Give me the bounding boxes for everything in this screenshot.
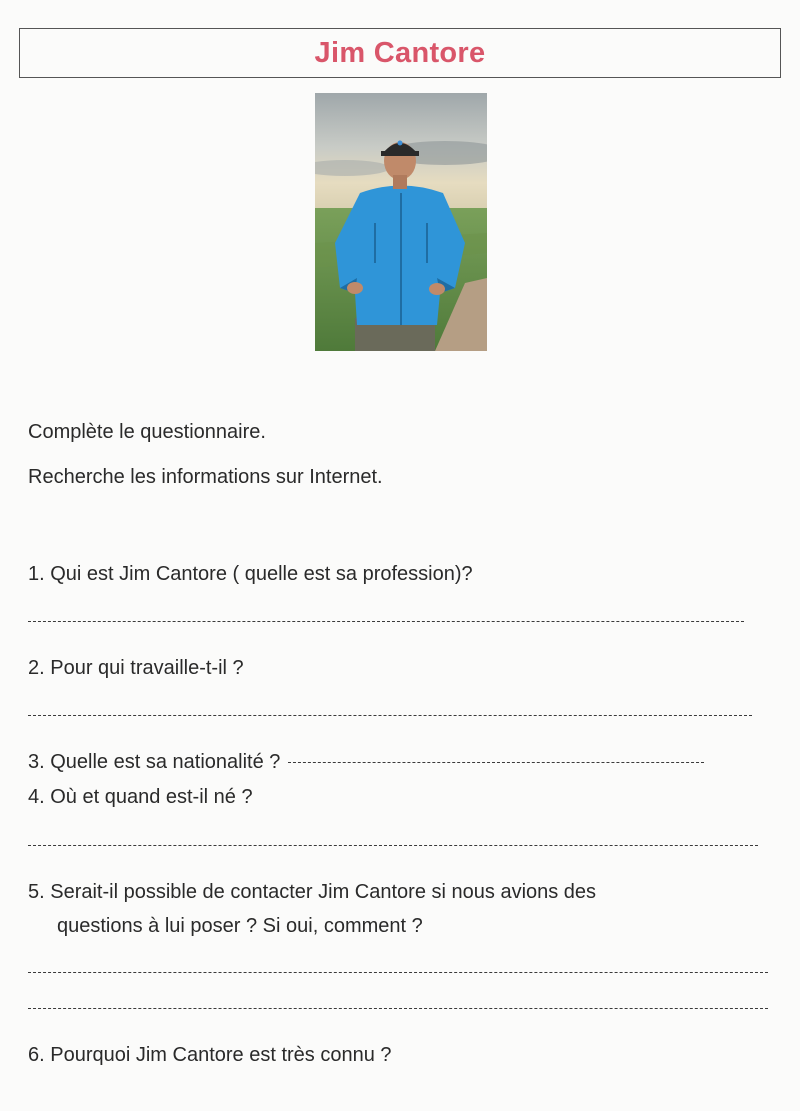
answer-line-4[interactable] [28, 845, 758, 846]
answer-line-2[interactable] [28, 715, 752, 716]
title-box [19, 28, 781, 78]
question-3: 3. Quelle est sa nationalité ? [28, 751, 281, 773]
answer-line-5a[interactable] [28, 972, 768, 973]
answer-line-5b[interactable] [28, 1008, 768, 1009]
page-title: Jim Cantore [314, 36, 486, 69]
question-5-continuation: questions à lui poser ? Si oui, comment ? [57, 915, 423, 937]
question-6: 6. Pourquoi Jim Cantore est très connu ? [28, 1044, 392, 1066]
question-3-row [28, 750, 704, 774]
question-1: 1. Qui est Jim Cantore ( quelle est sa profession)? [28, 563, 473, 585]
question-5: 5. Serait-il possible de contacter Jim Cantore si nous avions des [28, 881, 597, 903]
question-2: 2. Pour qui travaille-t-il ? [28, 657, 244, 679]
question-4: 4. Où et quand est-il né ? [28, 786, 253, 808]
portrait-photo [315, 93, 487, 351]
instruction-1: Complète le questionnaire. [28, 421, 266, 443]
answer-line-1[interactable] [28, 621, 744, 622]
answer-line-3[interactable] [288, 762, 704, 763]
portrait-photo-icon [315, 93, 487, 351]
instruction-2: Recherche les informations sur Internet. [28, 466, 383, 488]
